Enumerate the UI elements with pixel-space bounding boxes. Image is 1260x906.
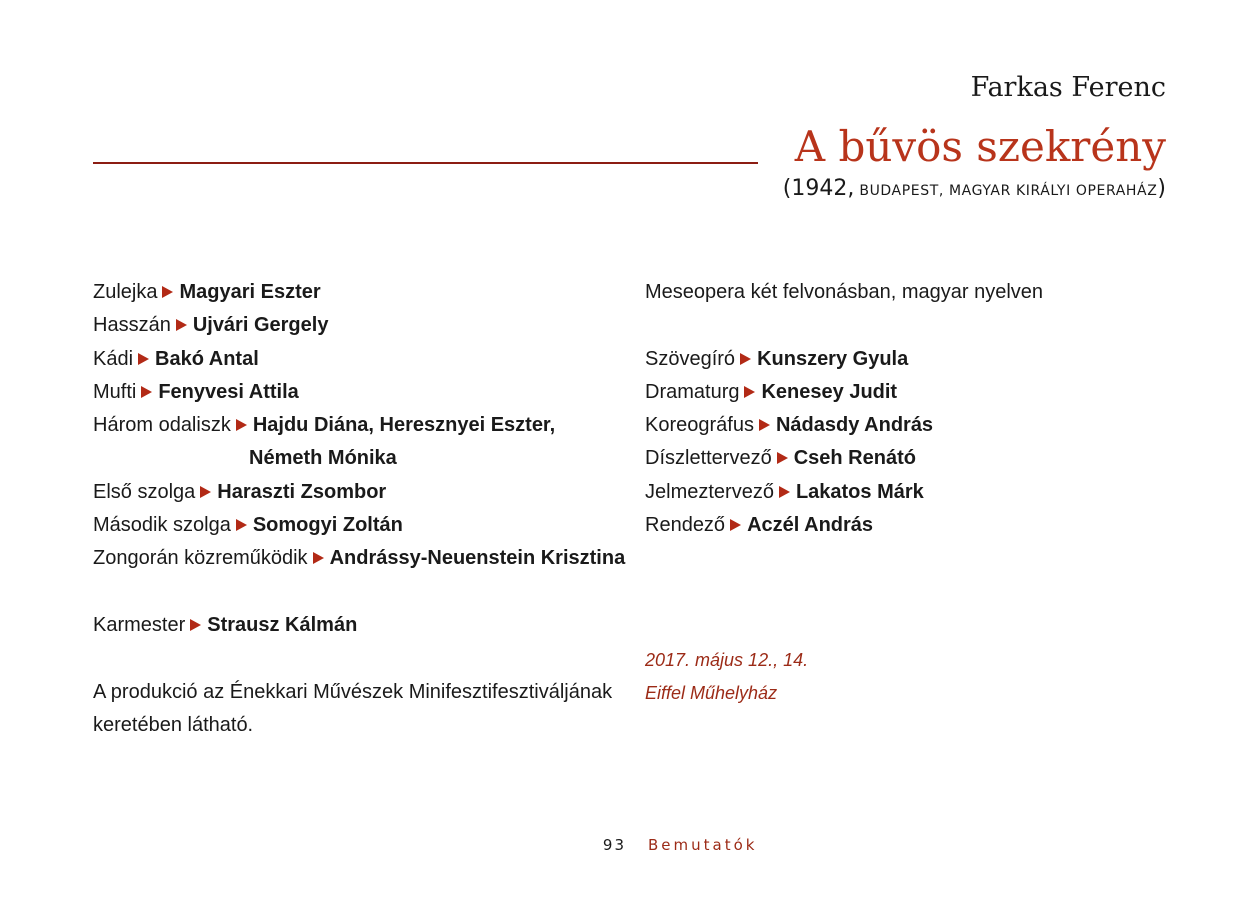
crew-name: Aczél András [747, 514, 874, 537]
cast-row-continuation [93, 442, 613, 475]
arrow-icon [236, 519, 247, 531]
arrow-icon [141, 386, 152, 398]
conductor-name: Strausz Kálmán [207, 613, 358, 636]
cast-name: Fenyvesi Attila [158, 380, 299, 403]
cast-name: Bakó Antal [155, 347, 259, 370]
title-rule [93, 162, 758, 164]
cast-name: Somogyi Zoltán [252, 514, 403, 537]
cast-row [93, 409, 613, 442]
cast-role: Mufti [93, 380, 137, 403]
composer-name: Farkas Ferenc [970, 72, 1166, 103]
cast-role: Zongorán közreműködik [93, 547, 308, 570]
cast-role: Hasszán [93, 314, 171, 337]
cast-row [93, 376, 613, 409]
cast-row [93, 476, 613, 509]
crew-name: Kunszery Gyula [757, 347, 909, 370]
crew-row [645, 442, 1165, 475]
cast-role: Második szolga [93, 514, 231, 537]
cast-name: Németh Mónika [249, 447, 397, 470]
cast-name: Haraszti Zsombor [217, 480, 387, 503]
performance-info [645, 644, 808, 711]
page-title: A bűvös szekrény [794, 122, 1166, 171]
crew-role: Jelmeztervező [645, 480, 774, 503]
arrow-icon [162, 286, 173, 298]
crew-row [645, 509, 1165, 542]
opera-description: Meseopera két felvonásban, magyar nyelven [645, 281, 1044, 303]
arrow-icon [176, 319, 187, 331]
page-number: 93 [602, 836, 626, 854]
cast-name: Andrássy-Neuenstein Krisztina [329, 547, 626, 570]
arrow-icon [740, 353, 751, 365]
performance-venue: Eiffel Műhelyház [645, 683, 778, 704]
cast-name: Ujvári Gergely [192, 314, 329, 337]
crew-role: Díszlettervező [645, 447, 772, 470]
arrow-icon [313, 552, 324, 564]
crew-role: Dramaturg [645, 380, 740, 403]
cast-row [93, 309, 613, 342]
crew-row [645, 376, 1165, 409]
production-note [93, 676, 613, 743]
crew-name: Nádasdy András [775, 414, 934, 437]
cast-list [93, 276, 626, 642]
cast-row [93, 343, 613, 376]
section-title: Bemutatók [648, 836, 758, 854]
page-footer [0, 836, 1260, 860]
performance-dates: 2017. május 12., 14. [645, 650, 809, 670]
conductor-role: Karmester [93, 613, 186, 636]
premiere-info: (1942, BUDAPEST, MAGYAR KIRÁLYI OPERAHÁZ) [782, 176, 1166, 201]
cast-row [93, 509, 613, 542]
crew-name: Kenesey Judit [761, 380, 898, 403]
crew-row [645, 343, 1165, 376]
arrow-icon [190, 619, 201, 631]
arrow-icon [744, 386, 755, 398]
note-line: keretében látható. [93, 714, 254, 737]
cast-row [93, 542, 626, 575]
crew-name: Cseh Renátó [793, 447, 916, 470]
arrow-icon [236, 419, 247, 431]
arrow-icon [200, 486, 211, 498]
crew-role: Koreográfus [645, 414, 754, 437]
arrow-icon [138, 353, 149, 365]
arrow-icon [779, 486, 790, 498]
crew-row [645, 409, 1165, 442]
crew-row [645, 476, 1165, 509]
cast-row [93, 276, 613, 309]
crew-name: Lakatos Márk [795, 480, 924, 503]
cast-role: Zulejka [93, 281, 158, 303]
conductor-row [93, 609, 613, 642]
cast-name: Magyari Eszter [179, 281, 321, 303]
cast-name: Hajdu Diána, Heresznyei Eszter, [252, 414, 556, 437]
premiere-details: BUDAPEST, MAGYAR KIRÁLYI OPERAHÁZ [859, 183, 1158, 199]
arrow-icon [777, 452, 788, 464]
note-line: A produkció az Énekkari Művészek Minifesztifesztiváljának [93, 681, 613, 703]
premiere-year: 1942, [791, 176, 855, 201]
arrow-icon [730, 519, 741, 531]
crew-role: Szövegíró [645, 347, 736, 370]
arrow-icon [759, 419, 770, 431]
crew-role: Rendező [645, 514, 726, 537]
crew-list [645, 276, 1165, 542]
cast-role: Három odaliszk [93, 414, 231, 437]
cast-role: Első szolga [93, 480, 196, 503]
cast-role: Kádi [93, 347, 134, 370]
